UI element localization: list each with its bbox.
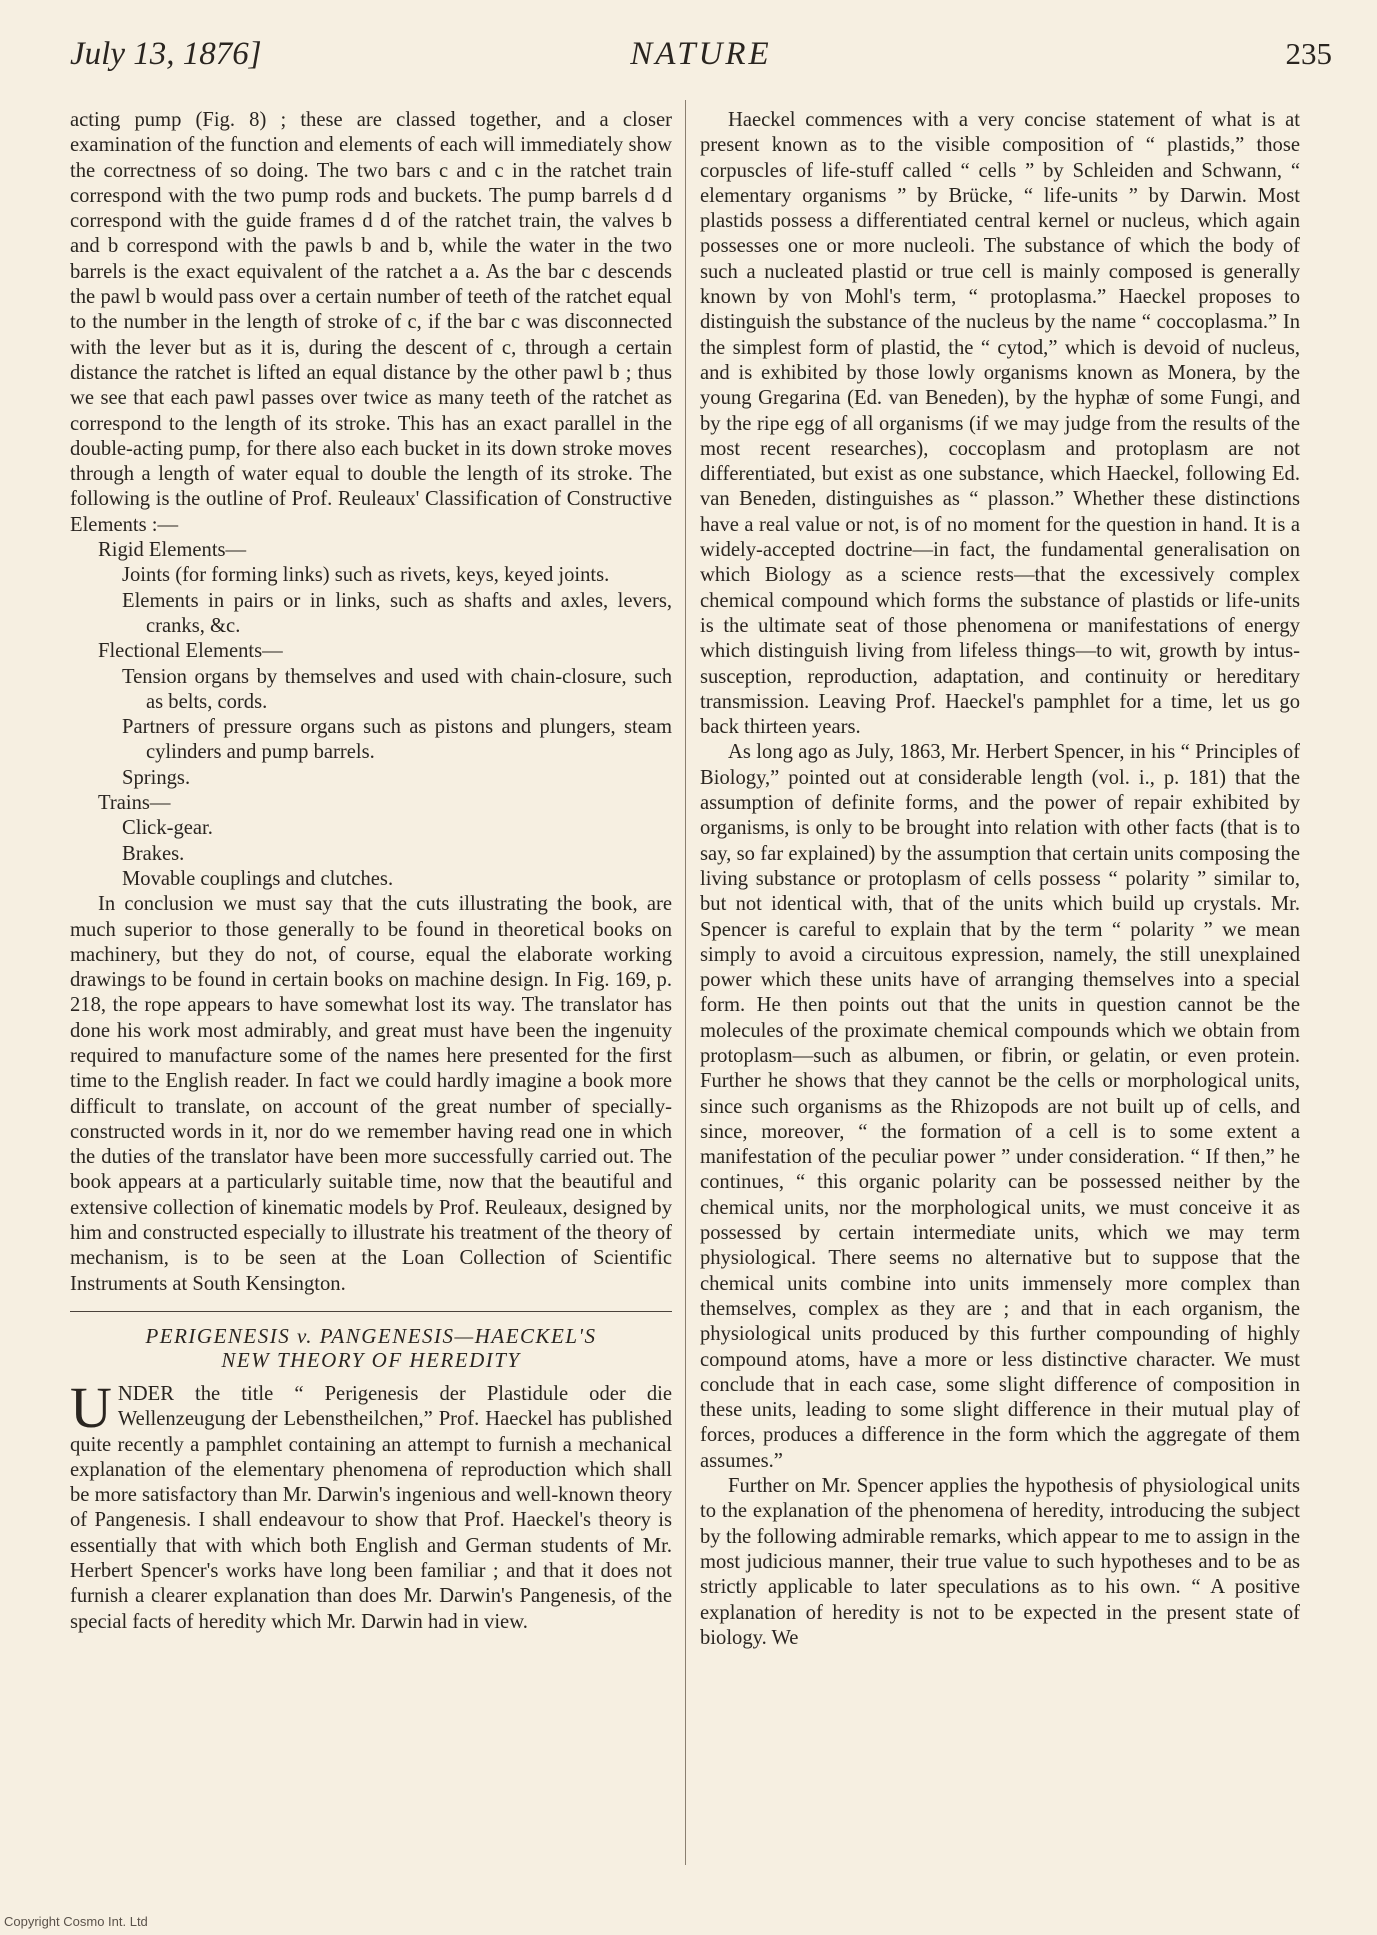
journal-title: NATURE: [630, 36, 772, 72]
article-separator: [70, 1311, 672, 1312]
article-title-line-2: NEW THEORY OF HEREDITY: [221, 1347, 521, 1372]
page-header: [70, 36, 1332, 80]
trains-item-click-gear: Click-gear.: [122, 817, 213, 840]
rigid-item-joints: Joints (for forming links) such as rivets, keys, keyed joints.: [122, 564, 610, 587]
column-divider: [685, 100, 686, 1865]
trains-item-couplings: Movable couplings and clutches.: [122, 867, 394, 890]
drop-cap: U: [70, 1374, 112, 1440]
flectional-elements-heading: Flectional Elements—: [98, 640, 283, 663]
conclusion-paragraph: In conclusion we must say that the cuts illustrating the book, are much superior to those generally to be found in theoretical books on machinery, but they do not, of course, equal the elaborate working drawings to be found in certain books on machine design. In Fig. 169, p. 218, the rope appears to have somewhat lost its way. The translator has done his work most admirably, and great must have been the ingenuity required to manufacture some of the names here presented for the first time to the English reader. In fact we could hardly imagine a book more difficult to translate, on account of the great number of specially-constructed words in it, nor do we remember having read one in which the duties of the translator have been more successfully carried out. The book appears at a particularly suitable time, now that the beautiful and extensive collection of kinematic models by Prof. Reuleaux, designed by him and constructed especially to illustrate his treatment of the theory of mechanism, is to be seen at the Loan Collection of Scientific Instruments at South Kensington.: [70, 893, 672, 1295]
flectional-item-tension: Tension organs by themselves and used with chain-closure, such as belts, cords.: [122, 665, 672, 713]
article-title-line-1: PERIGENESIS v. PANGENESIS—HAECKEL'S: [145, 1323, 597, 1348]
article-title: [70, 1324, 672, 1372]
page-number: 235: [1285, 36, 1332, 71]
article-intro-text: NDER the title “ Perigenesis der Plastidule oder die Wellenzeugung der Lebenstheilchen,” Prof. Haeckel has published quite recently a pamphlet containing an attempt to furnish a mechanical explanation of the elementary phenomena of reproduction which shall be more satisfactory than Mr. Darwin's ingenious and well-known theory of Pangenesis. I shall endeavour to show that Prof. Haeckel's theory is essentially that with which both English and German students of Mr. Herbert Spencer's works have long been familiar ; and that it does not furnish a clearer explanation than does Mr. Darwin's Pangenesis, of the special facts of heredity which Mr. Darwin had in view.: [70, 1382, 672, 1633]
haeckel-paragraph: Haeckel commences with a very concise statement of what is at present known as to the visible composition of “ plastids,” those corpuscles of life-stuff called “ cells ” by Schleiden and Schwann, “ elementary organisms ” by Brücke, “ life-units ” by Darwin. Most plastids possess a differentiated central kernel or nucleus, which again possesses one or more nucleoli. The substance of which the body of such a nucleated plastid or true cell is mainly composed is generally known by von Mohl's term, “ protoplasma.” Haeckel proposes to distinguish the substance of the nucleus by the name “ coccoplasma.” In the simplest form of plastid, the “ cytod,” which is devoid of nucleus, and is exhibited by those lowly organisms known as Monera, by the young Gregarina (Ed. van Beneden), by the hyphæ of some Fungi, and by the ripe egg of all organisms (if we may judge from the results of the most recent researches), coccoplasm and protoplasm are not differentiated, but exist as one substance, which Haeckel, following Ed. van Beneden, distinguishes as “ plasson.” Whether these distinctions have a real value or not, is of no moment for the question in hand. It is a widely-accepted doctrine—in fact, the fundamental generalisation on which Biology as a science rests—that the excessively complex chemical compound which forms the substance of plastids or life-units is the ultimate seat of those phenomena or manifestations of energy which distinguish living from lifeless things—to wit, growth by intus-susception, reproduction, adaptation, and continuity or hereditary transmission. Leaving Prof. Haeckel's pamphlet for a time, let us go back thirteen years.: [700, 109, 1300, 739]
flectional-item-pressure: Partners of pressure organs such as pistons and plungers, steam cylinders and pump barrels.: [122, 716, 672, 764]
rigid-elements-heading: Rigid Elements—: [98, 539, 247, 562]
flectional-item-springs: Springs.: [122, 766, 191, 789]
issue-date: July 13, 1876]: [70, 36, 262, 72]
heredity-paragraph: Further on Mr. Spencer applies the hypothesis of physiological units to the explanation of the phenomena of heredity, introducing the subject by the following admirable remarks, which appear to me to assign in the most judicious manner, their true value to such hypotheses and to be as strictly applicable to later speculations as to his own. “ A positive explanation of heredity is not to be expected in the present state of biology. We: [700, 1475, 1300, 1649]
pump-paragraph: acting pump (Fig. 8) ; these are classed together, and a closer examination of the function and elements of each will immediately show the correctness of so doing. The two bars c and c in the ratchet train correspond with the two pump rods and buckets. The pump barrels d d correspond with the guide frames d d of the ratchet train, the valves b and b correspond with the pawls b and b, while the water in the two barrels is the exact equivalent of the ratchet a a. As the bar c descends the pawl b would pass over a certain number of teeth of the ratchet equal to the number in the length of stroke of c, if the bar c was disconnected with the lever but as it is, during the descent of c, through a certain distance the ratchet is lifted an equal distance by the other pawl b ; thus we see that each pawl passes over twice as many teeth of the ratchet as correspond to the length of its stroke. This has an exact parallel in the double-acting pump, for there also each bucket in its down stroke moves through a length of water equal to double the length of its stroke. The following is the outline of Prof. Reuleaux' Classification of Constructive Elements :—: [70, 109, 672, 536]
trains-item-brakes: Brakes.: [122, 842, 185, 865]
rigid-item-pairs: Elements in pairs or in links, such as shafts and axles, levers, cranks, &c.: [122, 589, 672, 637]
right-column: [700, 108, 1300, 1651]
spencer-paragraph: As long ago as July, 1863, Mr. Herbert Spencer, in his “ Principles of Biology,” pointed out at considerable length (vol. i., p. 181) that the assumption of definite forms, and the power of repair exhibited by organisms, is only to be brought into relation with other facts (that is to say, so far explained) by the assumption that certain units composing the living substance or protoplasm of cells possess “ polarity ” similar to, but not identical with, that of the units which build up crystals. Mr. Spencer is careful to explain that by the term “ polarity ” we mean simply to avoid a circuitous expression, namely, the still unexplained power which these units have of arranging themselves into a special form. He then points out that the units in question cannot be the molecules of the proximate chemical compounds which we obtain from protoplasm—such as albumen, or fibrin, or gelatin, or even protein. Further he shows that they cannot be the cells or morphological units, since such organisms as the Rhizopods are not built up of cells, and since, moreover, “ the formation of a cell is to some extent a manifestation of the peculiar power ” under consideration. “ If then,” he continues, “ this organic polarity can be possessed neither by the chemical units, nor the morphological units, we must conceive it as possessed by certain intermediate units, which we may term physiological. There seems no alternative but to suppose that the chemical units combine into units immensely more complex than themselves, complex as they are ; and that in each organism, the physiological units produced by this further compounding of highly compound atoms, have a more or less distinctive character. We must conclude that in each case, some slight difference of composition in these units, leading to some slight difference in their mutual play of forces, produces a difference in the form which the aggregate of them assumes.”: [700, 741, 1300, 1472]
trains-heading: Trains—: [98, 792, 171, 815]
copyright-notice: Copyright Cosmo Int. Ltd: [4, 1914, 148, 1929]
classification-list: [70, 538, 672, 892]
left-column: [70, 108, 672, 1635]
article-intro-paragraph: [70, 1374, 672, 1635]
